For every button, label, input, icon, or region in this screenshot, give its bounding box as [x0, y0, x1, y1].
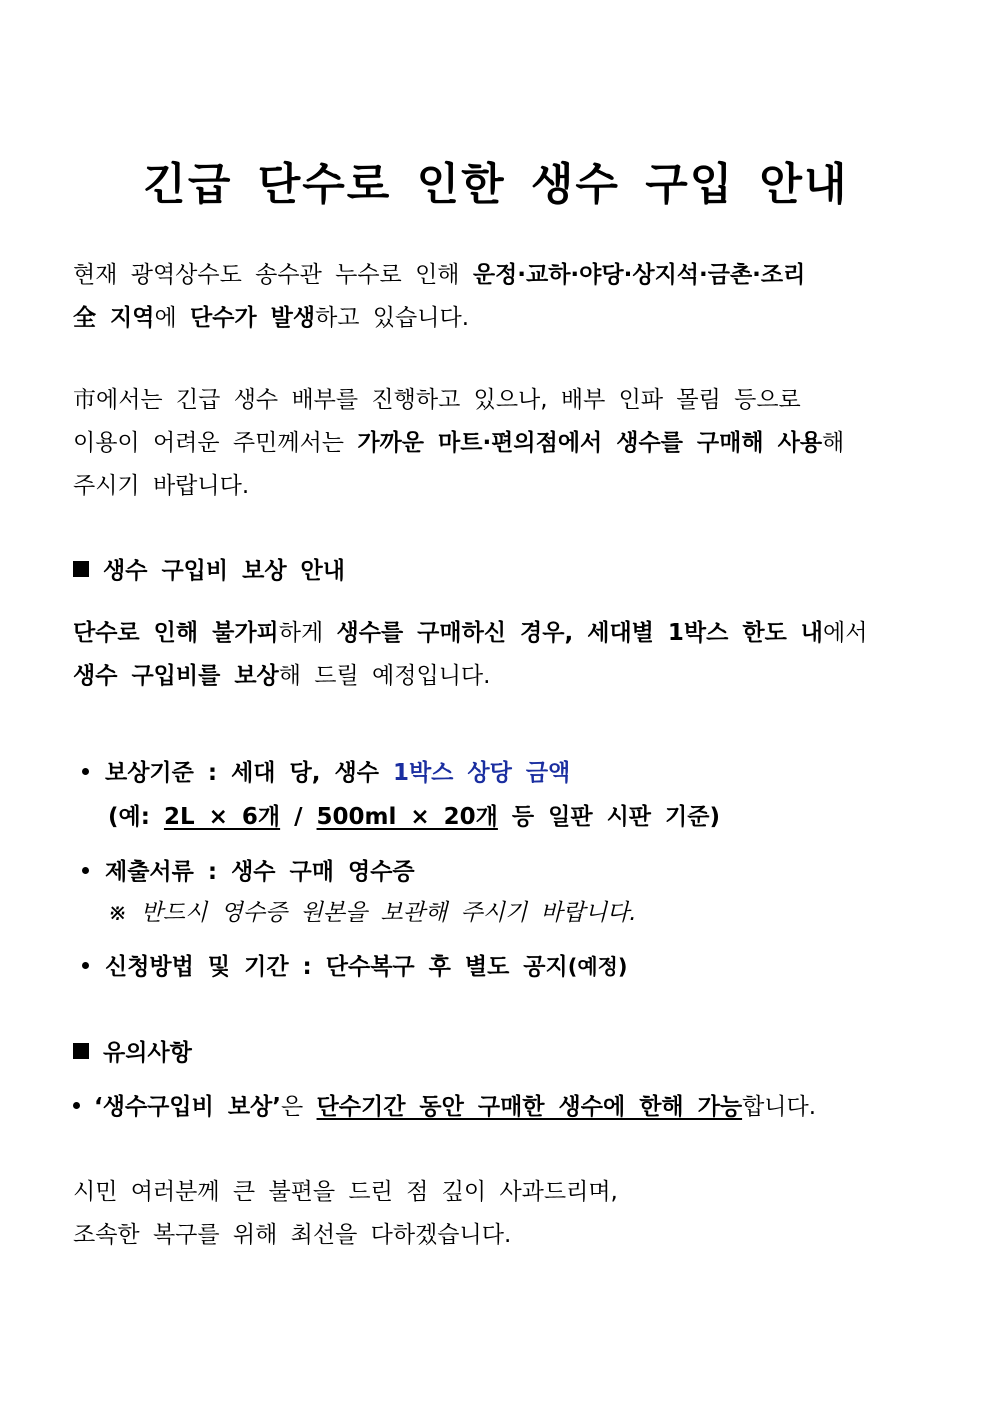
- notice-line-3: 주시기 바랍니다.: [73, 473, 250, 499]
- closing-line-1: 시민 여러분께 큰 불편을 드린 점 깊이 사과드리며,: [73, 1179, 618, 1205]
- compensation-text: 에서: [823, 620, 868, 646]
- notes-condition: 단수기간 동안 구매한 생수에 한해 가능: [316, 1094, 743, 1120]
- example-2l: 2L × 6개: [163, 804, 281, 830]
- closing-paragraph: [73, 1171, 933, 1257]
- bullet-criteria: [82, 752, 570, 795]
- intro-text: 현재 광역상수도 송수관 누수로 인해: [73, 262, 473, 288]
- example-text: (예:: [108, 804, 164, 830]
- notice-text: 이용이 어려운 주민께서는: [73, 430, 358, 456]
- compensation-text: 생수 구입비를 보상: [73, 663, 279, 689]
- notice-text: 해: [822, 430, 845, 456]
- intro-line-1: [73, 254, 933, 297]
- affected-areas: 운정·교하·야당·상지석·금촌·조리: [472, 262, 806, 288]
- compensation-text: 생수를 구매하신 경우, 세대별 1박스 한도 내: [336, 620, 824, 646]
- compensation-text: 단수로 인해 불가피: [73, 620, 279, 646]
- bullet-documents: [82, 851, 415, 894]
- intro-line-2: [73, 297, 933, 340]
- criteria-example: [108, 797, 720, 837]
- compensation-paragraph: [73, 612, 933, 698]
- closing-line-2: 조속한 복구를 위해 최선을 다하겠습니다.: [73, 1222, 512, 1248]
- compensation-text: 해 드릴 예정입니다.: [278, 663, 491, 689]
- section-heading-notes: [73, 1033, 192, 1073]
- criteria-highlight: 1박스 상당 금액: [392, 760, 571, 786]
- criteria-label: 보상기준 : 세대 당, 생수: [105, 760, 393, 786]
- compensation-text: 하게: [278, 620, 337, 646]
- application-tail: (예정): [567, 955, 628, 979]
- bullet-dot-icon: [82, 768, 89, 775]
- square-bullet-icon: [73, 1043, 89, 1059]
- bullet-application: [82, 946, 628, 989]
- example-500ml: 500ml × 20개: [316, 804, 498, 830]
- bullet-dot-icon: [82, 962, 89, 969]
- section-heading-text: 생수 구입비 보상 안내: [103, 558, 345, 584]
- bullet-dot-icon: [82, 867, 89, 874]
- all-areas-text: 全 지역: [73, 305, 155, 331]
- section-heading-compensation: [73, 551, 345, 591]
- compensation-line-1: [73, 612, 933, 655]
- outage-text: 단수가 발생: [189, 305, 316, 331]
- documents-label: 제출서류 : 생수 구매 영수증: [105, 859, 415, 885]
- page-title: 긴급 단수로 인한 생수 구입 안내: [143, 159, 849, 210]
- compensation-line-2: [73, 655, 933, 698]
- example-text: /: [280, 804, 317, 830]
- intro-text: 하고 있습니다.: [315, 305, 470, 331]
- square-bullet-icon: [73, 561, 89, 577]
- notice-line-2: [73, 422, 933, 465]
- receipt-note: ※ 반드시 영수증 원본을 보관해 주시기 바랍니다.: [108, 900, 637, 926]
- application-label: 신청방법 및 기간 : 단수복구 후 별도 공지: [105, 954, 568, 980]
- notice-paragraph: [73, 379, 933, 508]
- notice-line-1: 市에서는 긴급 생수 배부를 진행하고 있으나, 배부 인파 몰림 등으로: [73, 387, 801, 413]
- notes-text: 은: [281, 1094, 317, 1120]
- intro-text: 에: [154, 305, 190, 331]
- notes-text: 합니다.: [742, 1094, 817, 1120]
- notes-bullet: [73, 1086, 816, 1129]
- section-heading-text: 유의사항: [103, 1040, 192, 1066]
- bullet-dot-icon: [73, 1102, 80, 1109]
- purchase-instruction: 가까운 마트·편의점에서 생수를 구매해 사용: [357, 430, 823, 456]
- notes-subject: ‘생수구입비 보상’: [94, 1094, 282, 1120]
- intro-paragraph: [73, 254, 933, 340]
- example-text: 등 일판 시판 기준): [497, 804, 720, 830]
